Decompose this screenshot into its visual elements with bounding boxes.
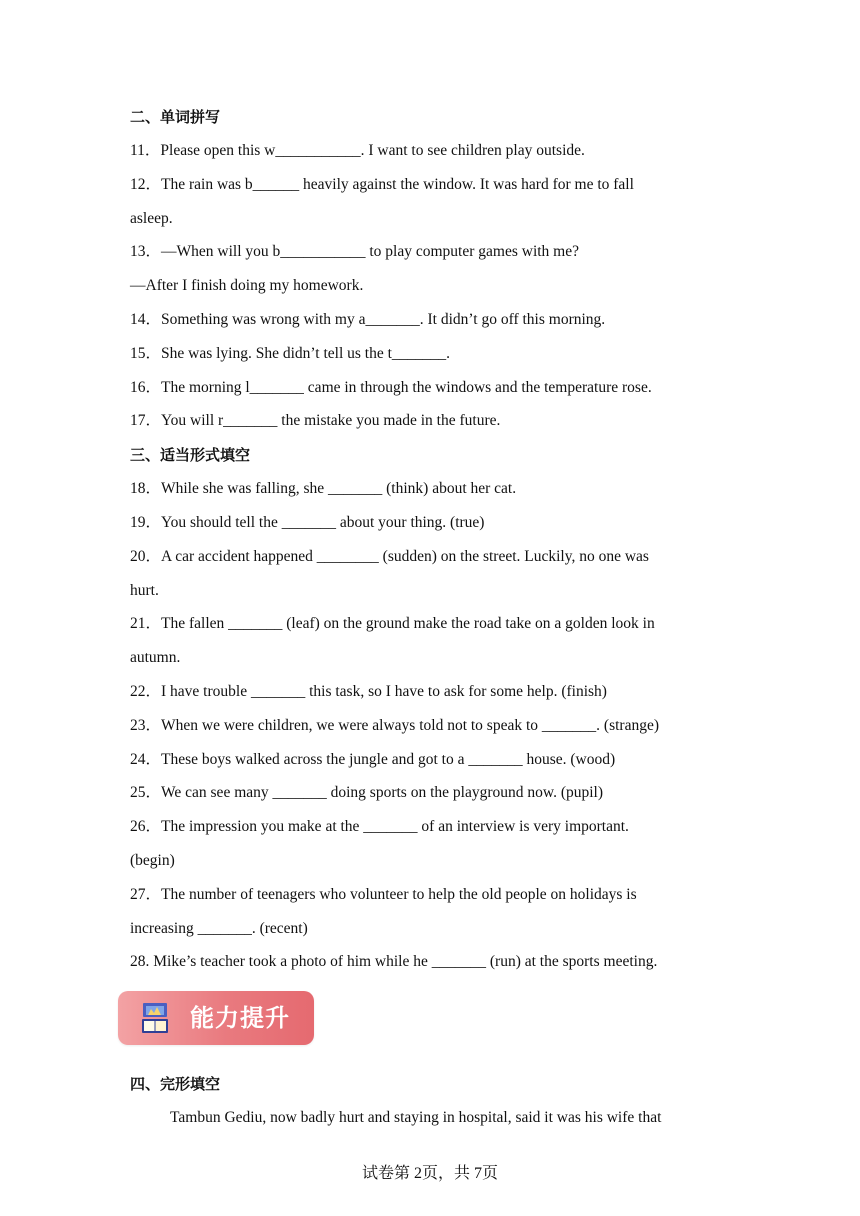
question-line: —After I finish doing my homework. xyxy=(130,277,364,295)
question-line: 25．We can see many _______ doing sports on the playground now. (pupil) xyxy=(130,784,603,802)
question-line: 27．The number of teenagers who volunteer to help the old people on holidays is xyxy=(130,885,637,903)
question-line: 21．The fallen _______ (leaf) on the ground make the road take on a golden look in xyxy=(130,615,655,633)
section-heading-fill-in: 三、适当形式填空 xyxy=(130,446,251,465)
question-line: 12．The rain was b______ heavily against the window. It was hard for me to fall xyxy=(130,175,634,193)
question-line: asleep. xyxy=(130,209,173,227)
question-line: 11．Please open this w___________. I want to see children play outside. xyxy=(130,142,585,159)
banner-title: 能力提升 xyxy=(190,1004,290,1033)
question-line: increasing _______. (recent) xyxy=(130,919,308,937)
question-line: 28. Mike’s teacher took a photo of him while he _______ (run) at the sports meeting. xyxy=(130,953,658,971)
question-line: 26．The impression you make at the _______ of an interview is very important. xyxy=(130,818,629,836)
section-heading-cloze: 四、完形填空 xyxy=(130,1075,221,1094)
exam-page xyxy=(130,100,740,1135)
passage-line: Tambun Gediu, now badly hurt and staying in hospital, said it was his wife that xyxy=(170,1109,662,1127)
question-line: 20．A car accident happened ________ (sudden) on the street. Luckily, no one was xyxy=(130,547,649,565)
question-line: hurt. xyxy=(130,581,159,599)
question-line: 15．She was lying. She didn’t tell us the t_______. xyxy=(130,344,451,362)
question-line: 22．I have trouble _______ this task, so I have to ask for some help. (finish) xyxy=(130,682,607,700)
question-line: 19．You should tell the _______ about your thing. (true) xyxy=(130,513,485,531)
question-line: 14．Something was wrong with my a_______. It didn’t go off this morning. xyxy=(130,310,606,328)
book-icon xyxy=(140,1001,170,1035)
page-footer: 试卷第 2页，共 7页 xyxy=(361,1165,498,1182)
question-line: 18．While she was falling, she _______ (think) about her cat. xyxy=(130,480,517,498)
question-line: autumn. xyxy=(130,649,181,667)
question-line: 16．The morning l_______ came in through the windows and the temperature rose. xyxy=(130,378,652,396)
question-line: (begin) xyxy=(130,851,175,869)
ability-banner xyxy=(118,991,314,1045)
section-heading-spelling: 二、单词拼写 xyxy=(130,108,221,126)
question-line: 23．When we were children, we were always told not to speak to _______. (strange) xyxy=(130,716,659,734)
question-line: 13．—When will you b___________ to play computer games with me? xyxy=(130,243,579,261)
question-line: 17．You will r_______ the mistake you made in the future. xyxy=(130,412,501,430)
question-line: 24．These boys walked across the jungle and got to a _______ house. (wood) xyxy=(130,750,616,768)
